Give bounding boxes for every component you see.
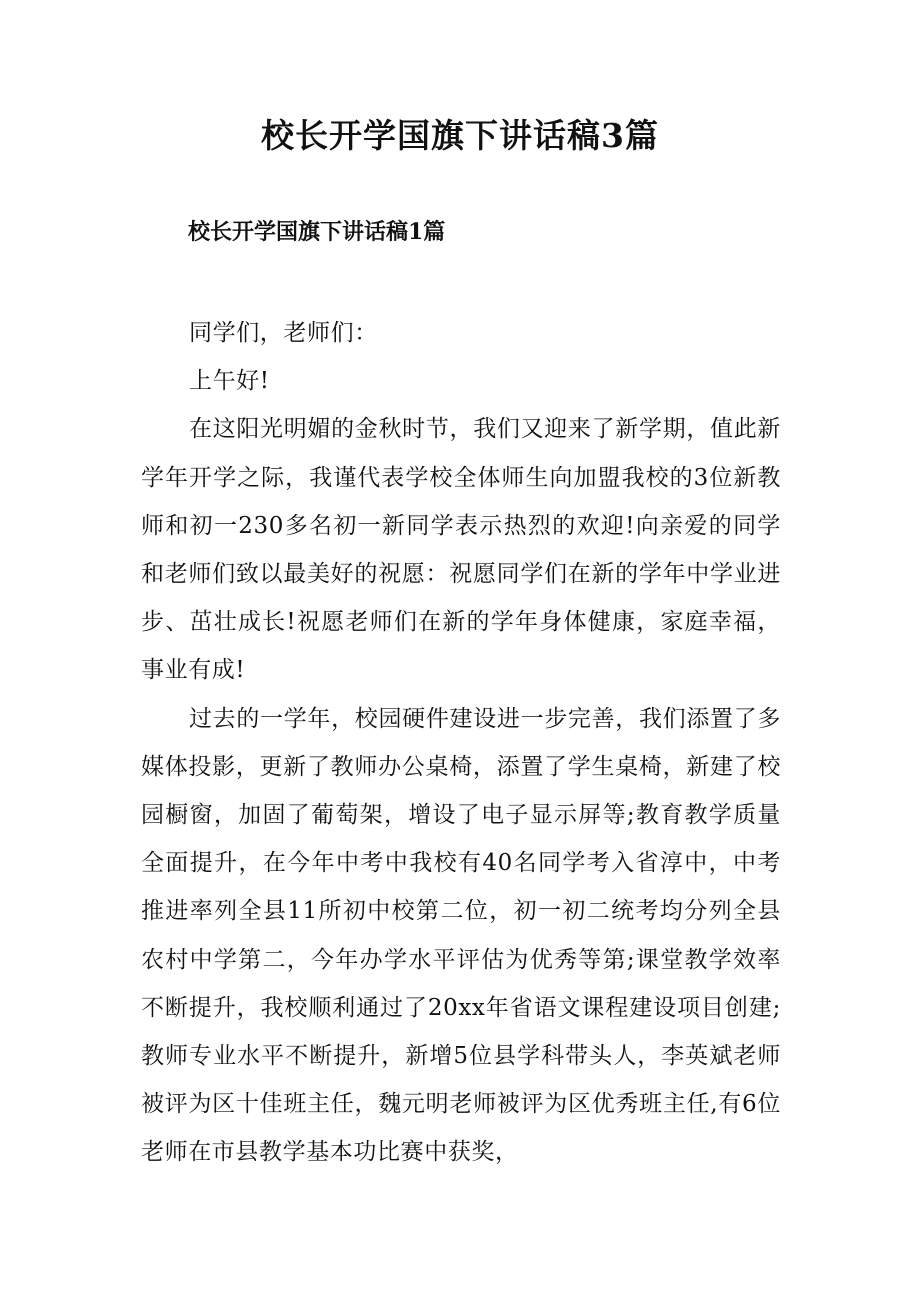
document-title: 校长开学国旗下讲话稿3篇: [261, 116, 659, 155]
paragraph-achievements: 过去的一学年，校园硬件建设进一步完善，我们添置了多媒体投影，更新了教师办公桌椅，添置了学生桌椅，新建了校园橱窗，加固了葡萄架，增设了电子显示屏等;教育教学质量全面提升，在今年中考中我校有40名同学考入省淳中，中考推进率列全县11所初中校第二位，初一初二统考均分列全县农村中学第二，今年办学水平评估为优秀等第;课堂教学效率不断提升，我校顺利通过了20xx年省语文课程建设项目创建;教师专业水平不断提升，新增5位县学科带头人，李英斌老师被评为区十佳班主任，魏元明老师被评为区优秀班主任,有6位老师在市县教学基本功比赛中获奖，: [141, 705, 781, 1166]
paragraph-welcome: 在这阳光明媚的金秋时节，我们又迎来了新学期，值此新学年开学之际，我谨代表学校全体师生向加盟我校的3位新教师和初一230多名初一新同学表示热烈的欢迎!向亲爱的同学和老师们致以最美好的祝愿：祝愿同学们在新的学年中学业进步、茁壮成长!祝愿老师们在新的学年身体健康，家庭幸福，事业有成!: [141, 416, 781, 684]
document-body: [141, 309, 781, 1177]
section-heading: 校长开学国旗下讲话稿1篇: [188, 219, 446, 245]
paragraph-greeting: 同学们，老师们：: [189, 320, 378, 346]
paragraph-salutation: 上午好!: [189, 368, 270, 395]
